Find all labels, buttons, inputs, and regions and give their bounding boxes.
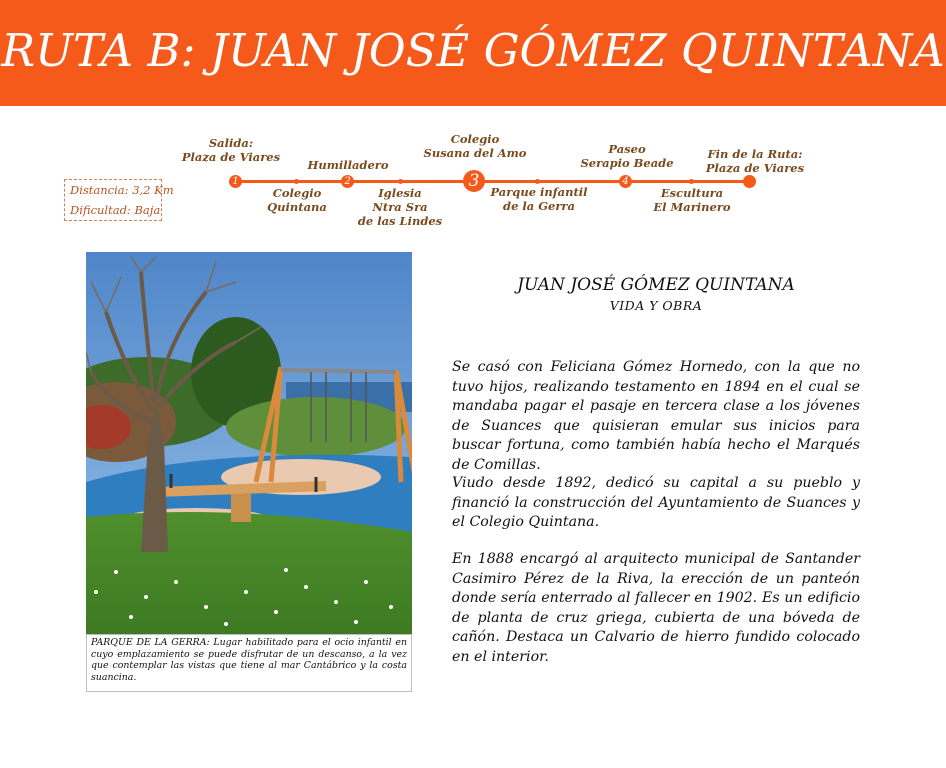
route-dot-colegio-quintana: [294, 179, 299, 184]
route-stop-2: 2: [341, 175, 354, 188]
route-label-colegio-susana: Colegio Susana del Amo: [423, 132, 527, 160]
route-dot-escultura: [689, 179, 694, 184]
route-stop-3: 3: [463, 170, 485, 192]
route-difficulty: Dificultad: Baja: [70, 203, 161, 217]
article-paragraph-1: Se casó con Feliciana Gómez Hornedo, con la que no tuvo hijos, realizando testamento en 1894 en el cual se mandaba pagar el pasaje en tercera clase a los jóvenes de Suances que quisieran emular sus inicios para buscar fortuna, como también había hecho el Marqués de Comillas.: [452, 359, 860, 473]
article-paragraph-3: En 1888 encargó al arquitecto municipal de Santander Casimiro Pérez de la Riva, la erección de un panteón donde sería enterrado al fallecer en 1902. Es un edificio de planta de cruz griega, cubierta de una bóveda de cañón. Destaca un Calvario de hierro fundido colocado en el interior.: [452, 551, 860, 665]
route-label-iglesia: Iglesia Ntra Sra de las Lindes: [357, 186, 443, 228]
route-dot-iglesia: [398, 179, 403, 184]
photo-caption: PARQUE DE LA GERRA: Lugar habilitado para el ocio infantil en cuyo emplazamiento se puede disfrutar de un descanso, a la vez que contemplar las vistas que tiene al mar Cantábrico y la costa suancina.: [86, 634, 412, 692]
route-start-label: Salida: Plaza de Viares: [181, 136, 281, 164]
route-stop-4: 4: [619, 175, 632, 188]
route-label-parque: Parque infantil de la Gerra: [490, 185, 588, 213]
route-end-label: Fin de la Ruta: Plaza de Viares: [705, 147, 805, 175]
route-distance: Distancia: 3,2 Km: [70, 183, 174, 197]
route-dot-parque: [535, 179, 540, 184]
route-stop-1: 1: [229, 175, 242, 188]
route-line: [234, 180, 750, 183]
route-info-box: [64, 179, 174, 221]
header-banner: [0, 0, 946, 106]
route-label-paseo: Paseo Serapio Beade: [580, 142, 674, 170]
route-end-dot: [743, 175, 756, 188]
article-subtitle: VIDA Y OBRA: [609, 298, 703, 313]
article-title: JUAN JOSÉ GÓMEZ QUINTANA: [517, 275, 795, 295]
article-paragraph-2: Viudo desde 1892, dedicó su capital a su pueblo y financió la construcción del Ayuntamiento de Suances y el Colegio Quintana.: [452, 475, 860, 531]
page-title: RUTA B: JUAN JOSÉ GÓMEZ QUINTANA: [1, 24, 945, 77]
route-label-escultura: Escultura El Marinero: [653, 186, 731, 214]
route-label-humilladero: Humilladero: [307, 158, 389, 172]
park-photo: [86, 252, 412, 634]
route-label-colegio-quintana: Colegio Quintana: [267, 186, 327, 214]
